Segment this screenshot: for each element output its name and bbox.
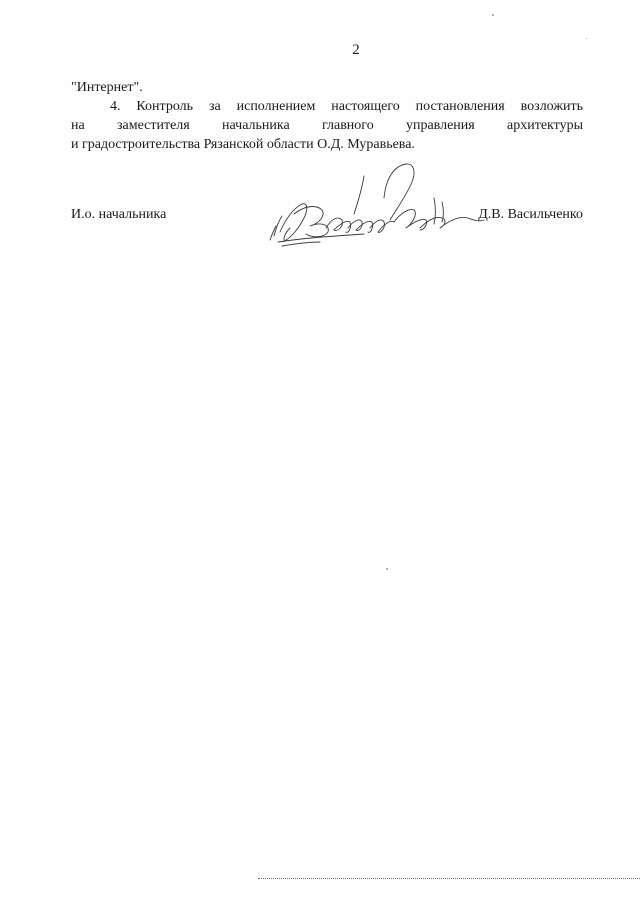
- signatory-title: И.о. начальника: [71, 207, 167, 222]
- page-number: 2: [352, 42, 360, 58]
- body-line-4: и градостроительства Рязанской области О.Д. Муравьева.: [71, 137, 415, 152]
- scan-edge-line: [258, 878, 640, 879]
- body-line-3: на заместителя начальника главного управления архитектуры: [71, 118, 583, 133]
- signatory-name: Д.В. Васильченко: [478, 207, 583, 222]
- body-line-1: "Интернет".: [71, 80, 143, 95]
- scan-speck: [586, 38, 587, 39]
- handwritten-signature: [264, 158, 486, 256]
- body-line-2: 4. Контроль за исполнением настоящего постановления возложить: [110, 99, 583, 114]
- scan-speck: [492, 14, 494, 16]
- scan-speck: [386, 568, 388, 570]
- body-text: [71, 78, 583, 154]
